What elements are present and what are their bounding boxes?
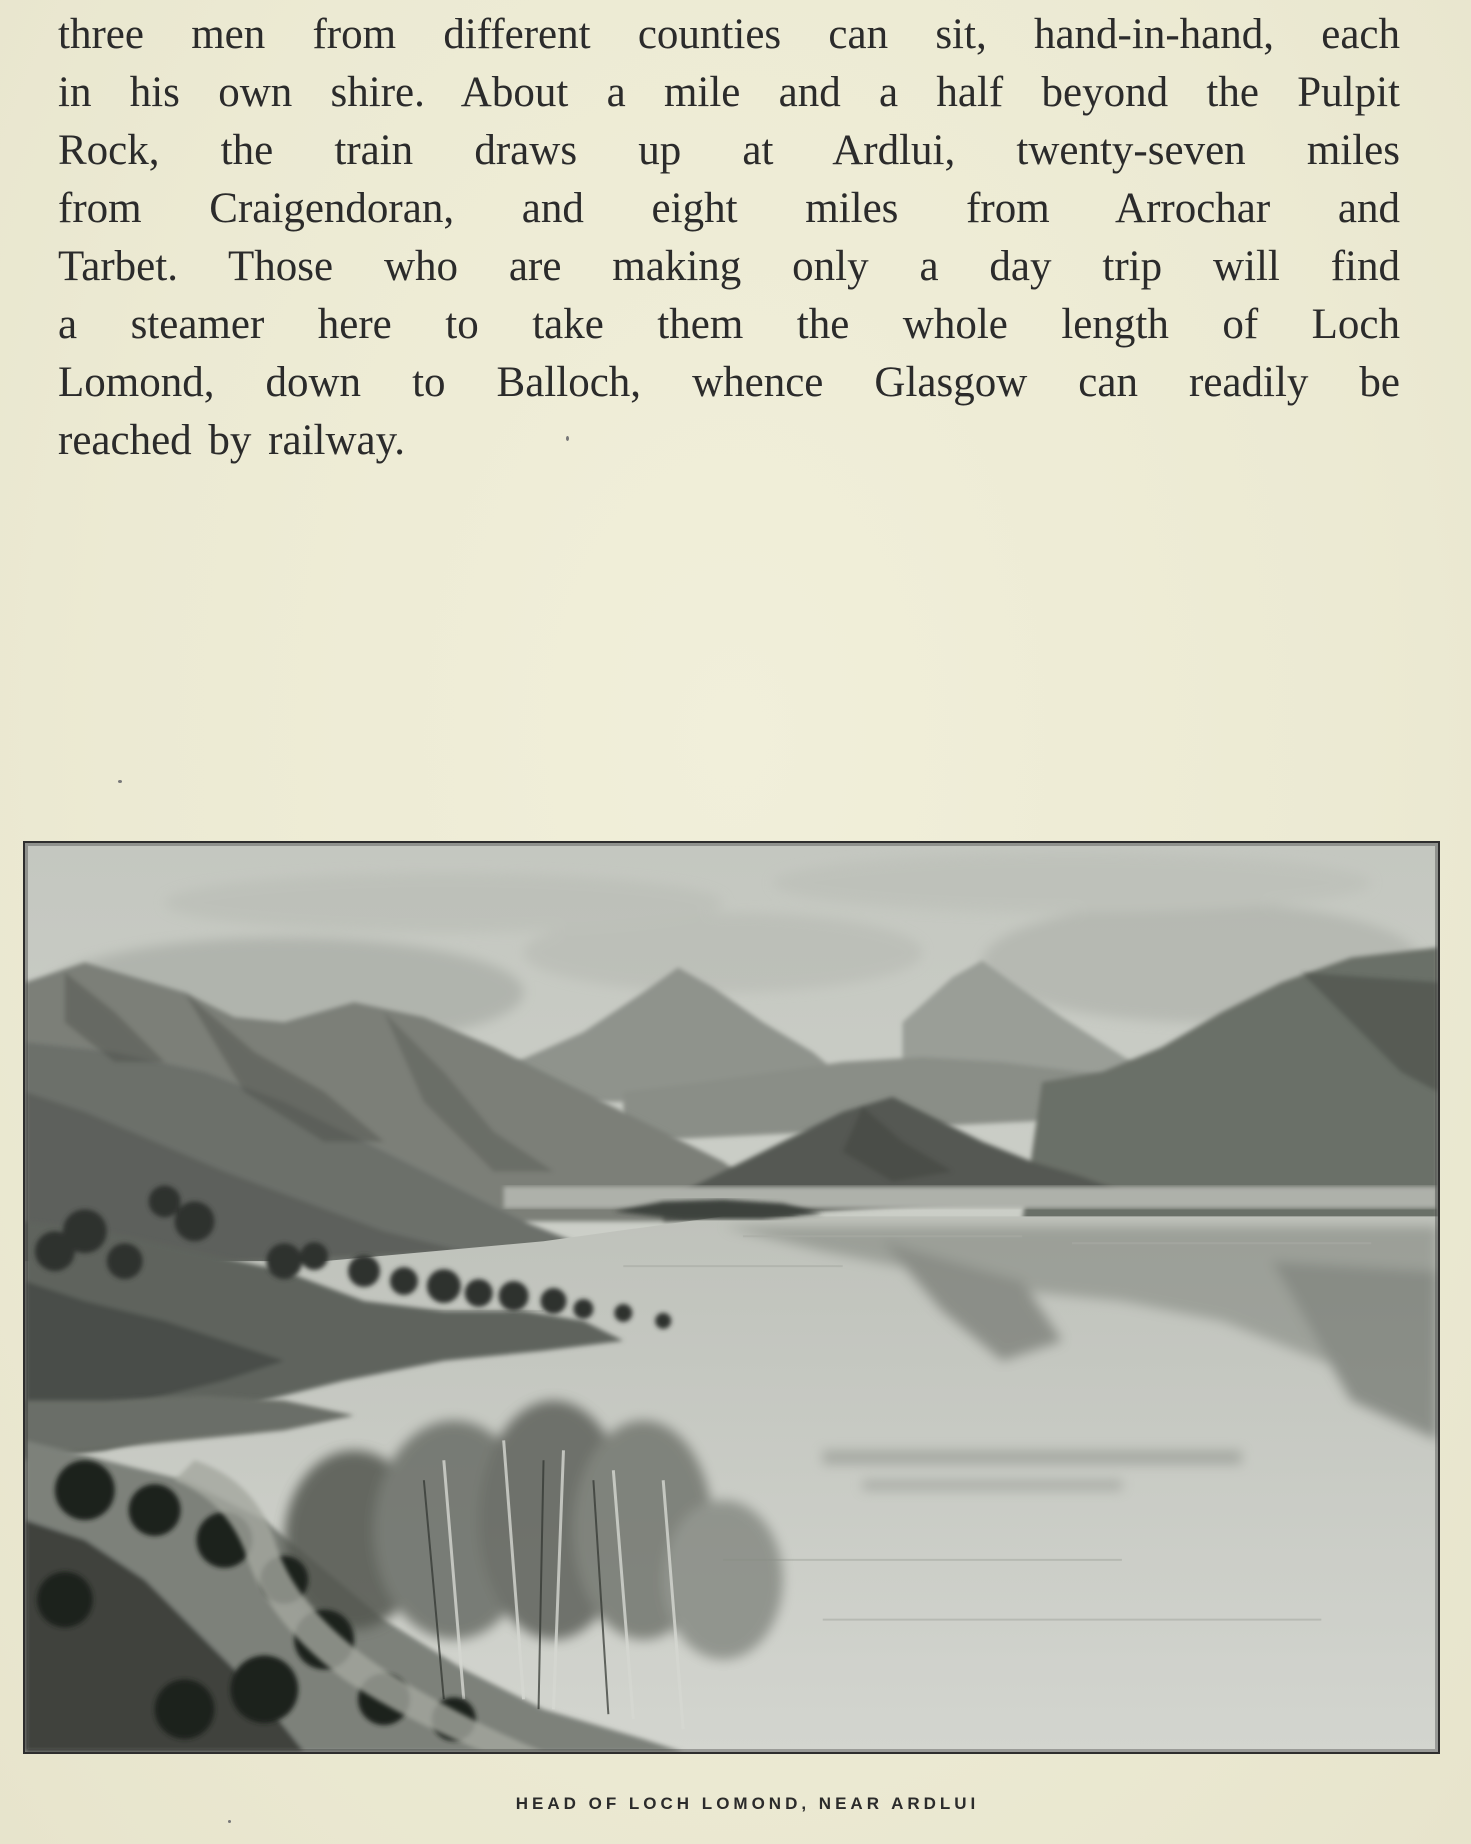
print-speck [118,780,122,783]
paragraph-line: Rock, the train draws up at Ardlui, twenty-seven miles [58,127,1400,174]
loch-lomond-engraving [25,843,1438,1752]
paragraph-line: a steamer here to take them the whole length of Loch [58,301,1400,348]
paragraph-line: Tarbet. Those who are making only a day trip will find [58,243,1400,290]
paragraph-line: reached by railway. [58,417,406,464]
body-paragraph [58,6,1400,470]
paragraph-line: three men from different counties can sit, hand-in-hand, each [58,11,1400,58]
landscape-illustration [23,841,1440,1754]
print-speck [566,436,569,441]
paragraph-line: in his own shire. About a mile and a half beyond the Pulpit [58,69,1400,116]
print-speck [228,1820,231,1823]
paragraph-line: from Craigendoran, and eight miles from Arrochar and [58,185,1400,232]
illustration-caption: HEAD OF LOCH LOMOND, NEAR ARDLUI [515,1794,980,1813]
paragraph-line: Lomond, down to Balloch, whence Glasgow can readily be [58,359,1400,406]
